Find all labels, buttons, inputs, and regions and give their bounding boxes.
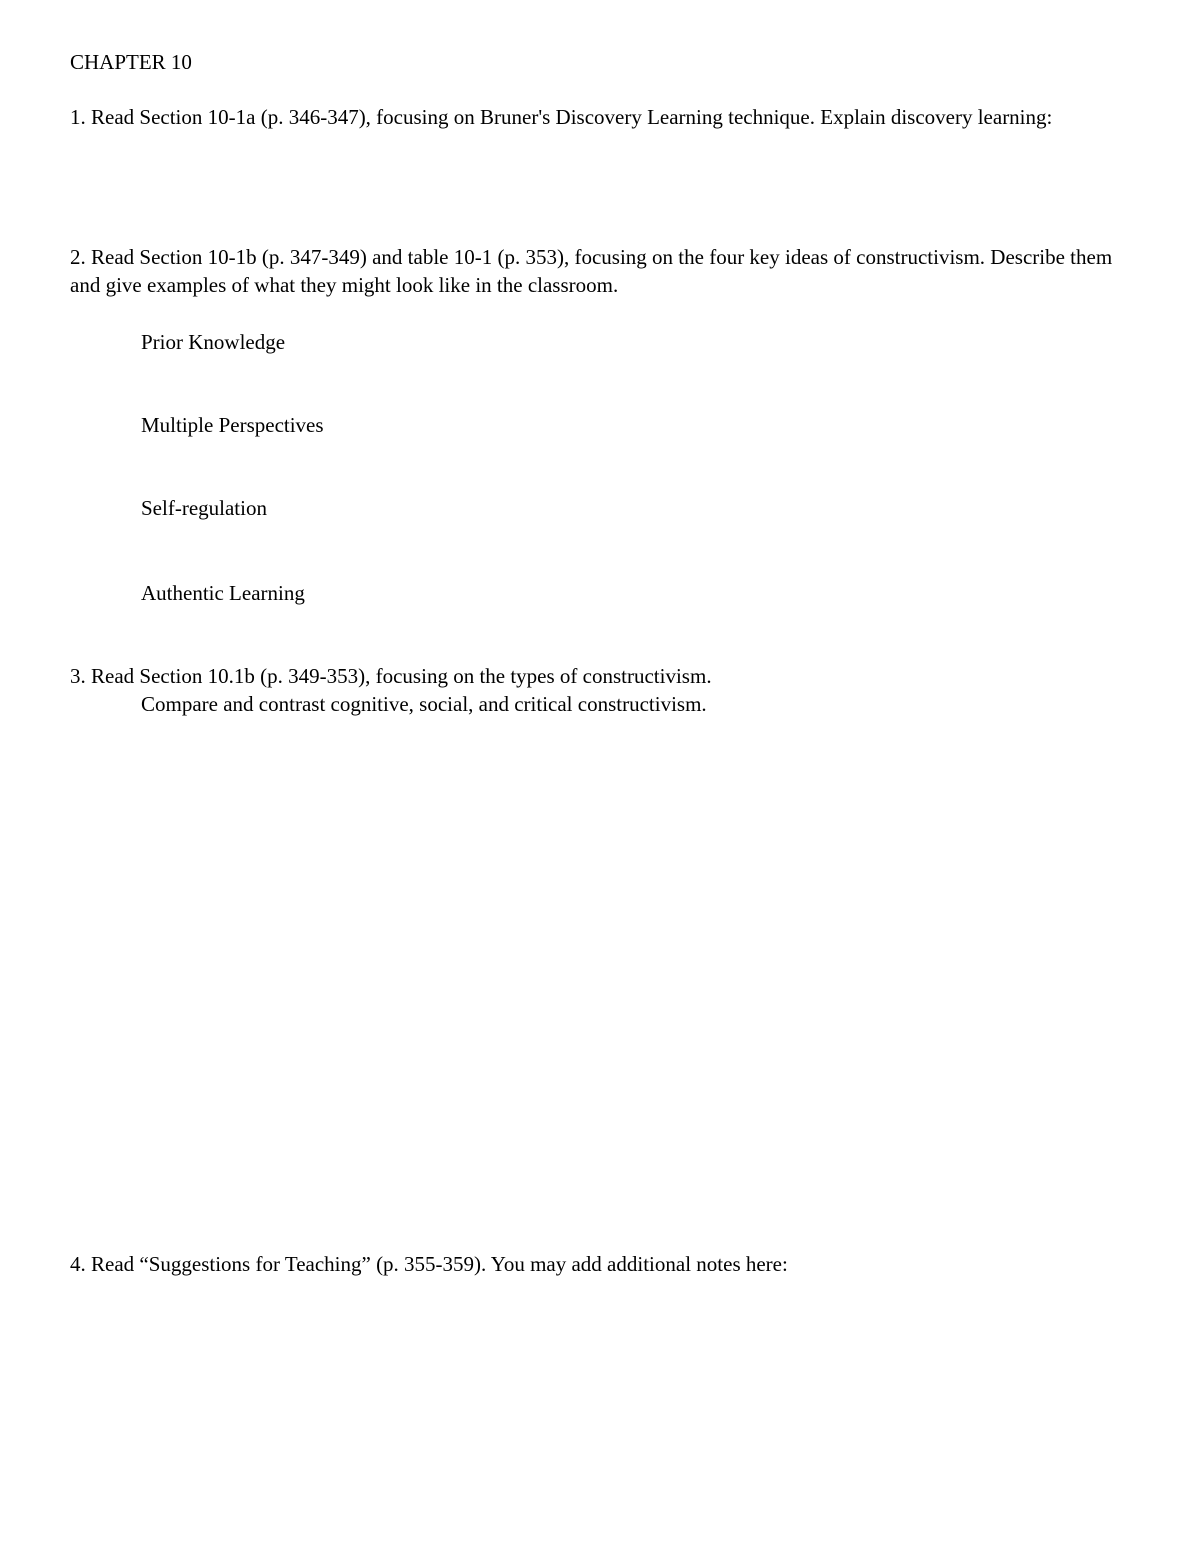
question-3-line-1: 3. Read Section 10.1b (p. 349-353), focusing on the types of constructivism. — [70, 664, 712, 688]
chapter-title: CHAPTER 10 — [70, 50, 192, 74]
question-4: 4. Read “Suggestions for Teaching” (p. 355-359). You may add additional notes here: — [70, 1252, 788, 1276]
q2-item-authentic-learning: Authentic Learning — [141, 581, 305, 605]
q2-item-multiple-perspectives: Multiple Perspectives — [141, 413, 324, 437]
q2-item-self-regulation: Self-regulation — [141, 496, 267, 520]
question-1: 1. Read Section 10-1a (p. 346-347), focusing on Bruner's Discovery Learning technique. Explain discovery learning: — [70, 105, 1053, 129]
question-2: 2. Read Section 10-1b (p. 347-349) and table 10-1 (p. 353), focusing on the four key ideas of constructivism. Describe them and give examples of what they might look like in the classroom. — [70, 245, 1113, 297]
q2-item-prior-knowledge: Prior Knowledge — [141, 330, 286, 354]
question-3-line-2: Compare and contrast cognitive, social, and critical constructivism. — [141, 692, 707, 716]
